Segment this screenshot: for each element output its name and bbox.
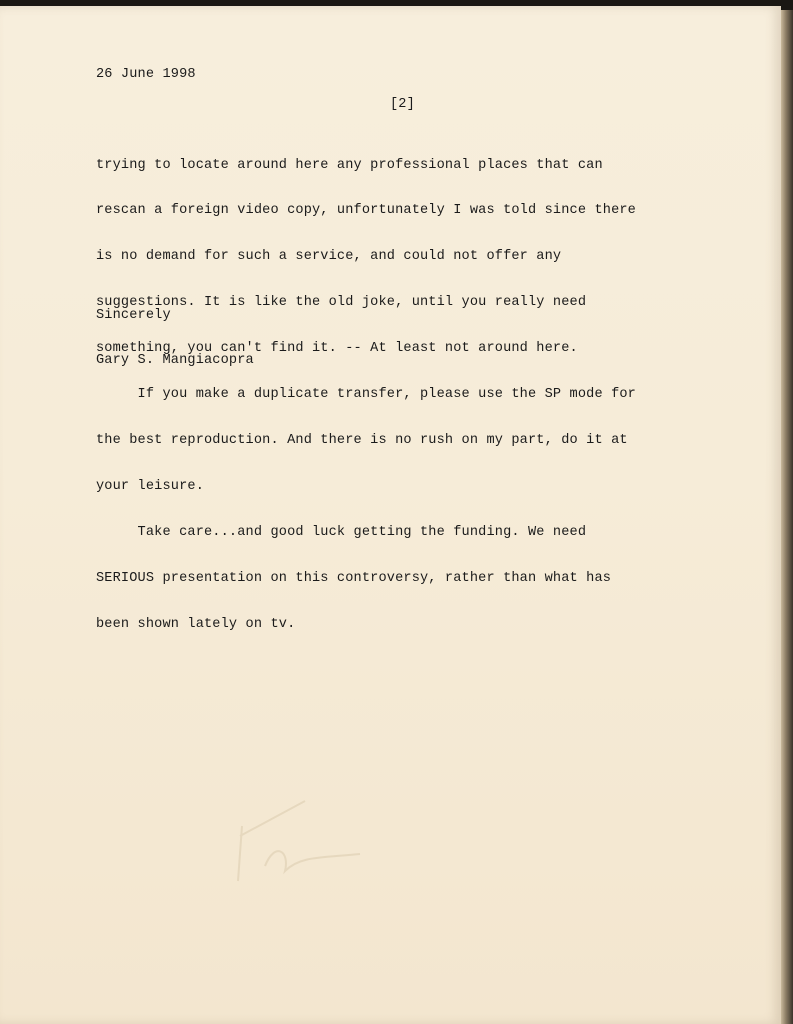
page-number: [2] <box>390 97 415 112</box>
body-line: your leisure. <box>96 478 204 494</box>
body-line: is no demand for such a service, and could not offer any <box>96 249 562 265</box>
body-line: rescan a foreign video copy, unfortunately I was told since there <box>96 203 636 219</box>
paper-edge-shadow <box>781 10 793 1024</box>
letter-page <box>0 6 781 1024</box>
letter-date: 26 June 1998 <box>96 67 196 82</box>
body-line: suggestions. It is like the old joke, until you really need <box>96 295 587 311</box>
letter-body <box>96 127 636 662</box>
signer-name: Gary S. Mangiacopra <box>96 353 254 368</box>
bleed-through-signature <box>230 796 380 886</box>
body-line: Take care...and good luck getting the funding. We need <box>96 524 587 540</box>
body-line: trying to locate around here any professional places that can <box>96 157 603 173</box>
body-line: been shown lately on tv. <box>96 616 296 632</box>
body-line: something, you can't find it. -- At least not around here. <box>96 341 578 357</box>
body-line: the best reproduction. And there is no rush on my part, do it at <box>96 432 628 448</box>
body-line: SERIOUS presentation on this controversy, rather than what has <box>96 570 612 586</box>
body-line: If you make a duplicate transfer, please use the SP mode for <box>96 387 636 403</box>
letter-closing: Sincerely <box>96 308 171 323</box>
